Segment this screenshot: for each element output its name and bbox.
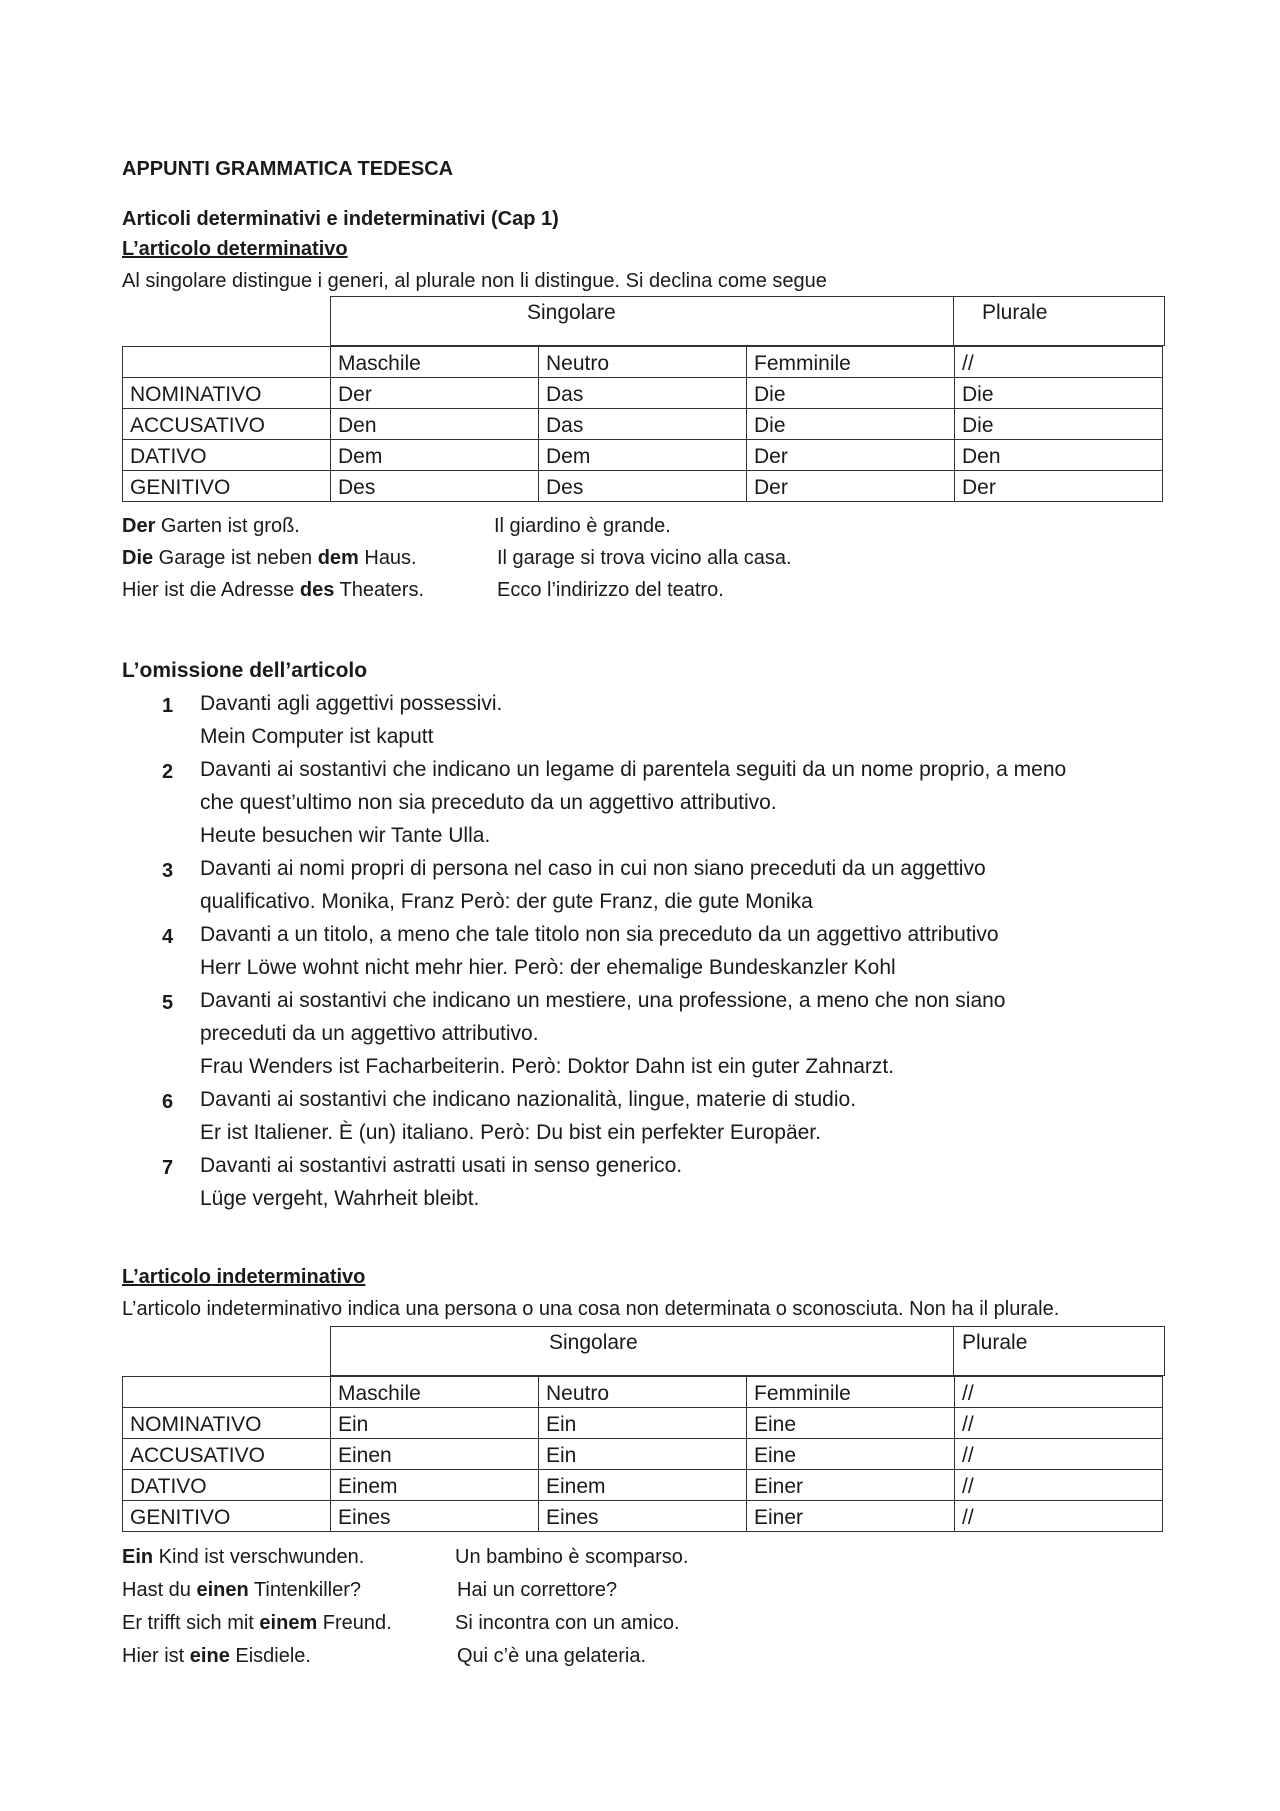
list-item: Davanti ai sostantivi che indicano un mestiere, una professione, a meno che non siano preceduti da un aggettivo attributivo. Frau Wenders ist Facharbeiterin. Però: Doktor Dahn ist ein guter Zahnarzt. (200, 989, 1006, 1078)
table-header-row (123, 1377, 1163, 1408)
example-translation: Ecco l’indirizzo del teatro. (497, 579, 724, 601)
table-row (123, 471, 1163, 502)
example-sentence: Hier ist eine Eisdiele. (122, 1645, 311, 1667)
definite-article-table (122, 346, 1163, 502)
list-number: 3 (162, 860, 174, 882)
table-cell: Die (955, 378, 1163, 409)
table-cell: Das (539, 378, 747, 409)
example-translation: Il garage si trova vicino alla casa. (497, 547, 792, 569)
table-row (123, 440, 1163, 471)
indefinite-plural-header (953, 1326, 1165, 1376)
table-cell: Maschile (331, 347, 539, 378)
table-cell: Eine (747, 1408, 955, 1439)
singular-label: Singolare (549, 1331, 638, 1354)
definite-article-intro: Al singolare distingue i generi, al plurale non li distingue. Si declina come segue (122, 270, 827, 292)
list-number: 2 (162, 761, 174, 783)
table-cell: Einen (331, 1439, 539, 1470)
table-cell: Das (539, 409, 747, 440)
example-translation: Il giardino è grande. (494, 515, 671, 537)
table-row (123, 1408, 1163, 1439)
list-item: Davanti ai sostantivi astratti usati in senso generico. Lüge vergeht, Wahrheit bleibt. (200, 1154, 683, 1210)
table-cell: Einem (331, 1470, 539, 1501)
table-cell: // (955, 1439, 1163, 1470)
table-cell: Der (955, 471, 1163, 502)
table-cell: Einer (747, 1501, 955, 1532)
table-cell: Dem (331, 440, 539, 471)
omission-heading: L’omissione dell’articolo (122, 659, 368, 682)
plural-label: Plurale (962, 1331, 1028, 1354)
example-translation: Qui c’è una gelateria. (457, 1645, 647, 1667)
table-cell: Die (747, 409, 955, 440)
table-cell: Maschile (331, 1377, 539, 1408)
table-cell: Den (955, 440, 1163, 471)
example-sentence: Hast du einen Tintenkiller? (122, 1579, 362, 1601)
table-cell (123, 347, 331, 378)
table-cell: GENITIVO (123, 1501, 331, 1532)
table-row (123, 1470, 1163, 1501)
indefinite-article-intro: L’articolo indeterminativo indica una persona o una cosa non determinata o sconosciuta. Non ha il plurale. (122, 1298, 1060, 1320)
table-cell: Femminile (747, 347, 955, 378)
table-cell (123, 1377, 331, 1408)
indefinite-singular-header (330, 1326, 954, 1376)
table-cell: Femminile (747, 1377, 955, 1408)
table-cell: Eines (539, 1501, 747, 1532)
list-item: Davanti ai nomi propri di persona nel caso in cui non siano preceduti da un aggettivo qualificativo. Monika, Franz Però: der gute Franz, die gute Monika (200, 857, 986, 913)
table-cell: Den (331, 409, 539, 440)
list-number: 5 (162, 992, 174, 1014)
singular-label: Singolare (527, 301, 616, 324)
table-cell: Einem (539, 1470, 747, 1501)
definite-article-heading: L’articolo determinativo (122, 238, 348, 260)
section-heading: Articoli determinativi e indeterminativi (Cap 1) (122, 208, 559, 230)
table-cell: // (955, 1408, 1163, 1439)
list-number: 7 (162, 1157, 174, 1179)
table-cell: Des (539, 471, 747, 502)
indefinite-article-table (122, 1376, 1163, 1532)
example-sentence: Der Garten ist groß. (122, 515, 300, 537)
table-cell: GENITIVO (123, 471, 331, 502)
table-cell: // (955, 1501, 1163, 1532)
example-translation: Hai un correttore? (457, 1579, 618, 1601)
table-cell: Ein (539, 1408, 747, 1439)
definite-singular-header (330, 296, 954, 346)
table-cell: Die (955, 409, 1163, 440)
example-sentence: Hier ist die Adresse des Theaters. (122, 579, 425, 601)
table-cell: NOMINATIVO (123, 1408, 331, 1439)
table-cell: ACCUSATIVO (123, 1439, 331, 1470)
definite-plural-header (953, 296, 1165, 346)
table-cell: Der (747, 440, 955, 471)
table-cell: Neutro (539, 347, 747, 378)
table-row (123, 1501, 1163, 1532)
example-translation: Si incontra con un amico. (455, 1612, 680, 1634)
table-cell: Einer (747, 1470, 955, 1501)
table-cell: Dem (539, 440, 747, 471)
table-cell: // (955, 347, 1163, 378)
table-cell: Neutro (539, 1377, 747, 1408)
list-item: Davanti ai sostantivi che indicano un legame di parentela seguiti da un nome proprio, a meno che quest’ultimo non sia preceduto da un aggettivo attributivo. Heute besuchen wir Tante Ulla. (200, 758, 1067, 847)
table-cell: Der (331, 378, 539, 409)
document-title: APPUNTI GRAMMATICA TEDESCA (122, 158, 454, 180)
table-header-row (123, 347, 1163, 378)
table-cell: // (955, 1377, 1163, 1408)
table-cell: NOMINATIVO (123, 378, 331, 409)
table-cell: Ein (331, 1408, 539, 1439)
table-cell: DATIVO (123, 440, 331, 471)
table-cell: // (955, 1470, 1163, 1501)
example-sentence: Ein Kind ist verschwunden. (122, 1546, 365, 1568)
table-cell: Ein (539, 1439, 747, 1470)
table-cell: Der (747, 471, 955, 502)
list-item: Davanti a un titolo, a meno che tale titolo non sia preceduto da un aggettivo attributivo Herr Löwe wohnt nicht mehr hier. Però: der ehemalige Bundeskanzler Kohl (200, 923, 999, 979)
indefinite-article-heading: L’articolo indeterminativo (122, 1266, 366, 1288)
table-cell: ACCUSATIVO (123, 409, 331, 440)
example-sentence: Er trifft sich mit einem Freund. (122, 1612, 392, 1634)
list-number: 1 (162, 695, 174, 717)
plural-label: Plurale (982, 301, 1048, 324)
table-row (123, 409, 1163, 440)
example-sentence: Die Garage ist neben dem Haus. (122, 547, 417, 569)
list-item: Davanti agli aggettivi possessivi. Mein Computer ist kaputt (200, 692, 503, 748)
table-cell: DATIVO (123, 1470, 331, 1501)
table-cell: Des (331, 471, 539, 502)
table-cell: Die (747, 378, 955, 409)
example-translation: Un bambino è scomparso. (455, 1546, 689, 1568)
list-item: Davanti ai sostantivi che indicano nazionalità, lingue, materie di studio. Er ist Italiener. È (un) italiano. Però: Du bist ein perfekter Europäer. (200, 1088, 857, 1144)
table-cell: Eine (747, 1439, 955, 1470)
table-cell: Eines (331, 1501, 539, 1532)
list-number: 4 (162, 926, 174, 948)
table-row (123, 1439, 1163, 1470)
list-number: 6 (162, 1091, 174, 1113)
table-row (123, 378, 1163, 409)
